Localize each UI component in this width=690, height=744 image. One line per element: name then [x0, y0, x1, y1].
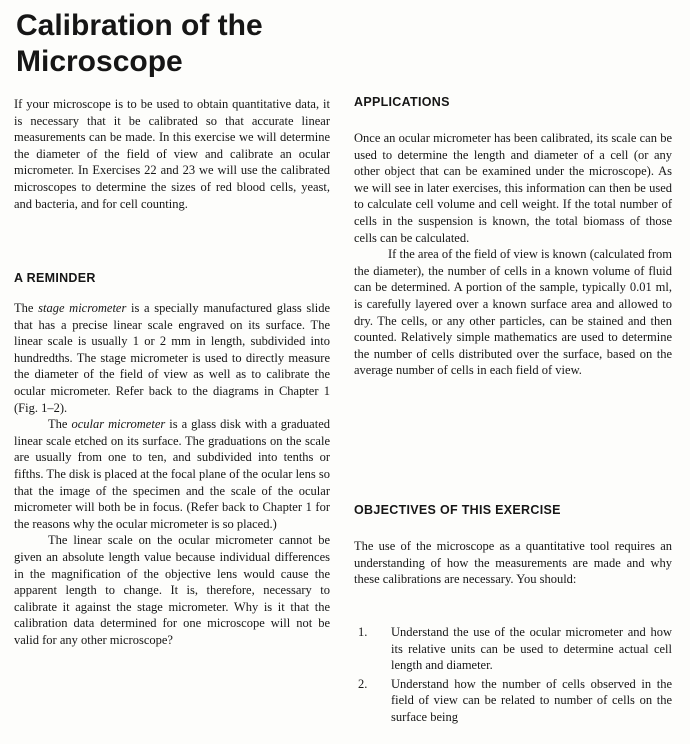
objective-item-2 [354, 676, 672, 726]
reminder-p2-lead: The [48, 417, 72, 432]
reminder-paragraph-3: The linear scale on the ocular micrometer cannot be given an absolute length value because individual differences in the magnification of the objective lens would cause the apparent length to change. It is, therefore, necessary to calibrate it against the stage micrometer. Why is it that the calibration data determined for one microscope will not be valid for any other microscope? [14, 533, 330, 647]
applications-section [354, 130, 672, 379]
objectives-list [354, 624, 672, 728]
objective-text: Understand the use of the ocular micrometer and how its relative units can be used to determine actual cell length and diameter. [391, 625, 672, 673]
reminder-paragraph-1 [14, 300, 330, 416]
objectives-heading: OBJECTIVES OF THIS EXERCISE [354, 503, 561, 517]
page-title: Calibration of the Microscope [16, 9, 263, 78]
objective-number: 1. [358, 625, 368, 639]
ocular-micrometer-term: ocular micrometer [71, 417, 166, 432]
objective-text: Understand how the number of cells observed in the field of view can be related to number of cells on the surface being [391, 676, 672, 724]
objective-item-1 [354, 624, 672, 674]
reminder-p1-lead: The [14, 301, 39, 315]
reminder-p2-body: is a glass disk with a graduated linear scale etched on its surface. The graduations on the scale are usually from one to ten, and subdivided into tenths or fifths. The disk is placed at the focal plane of the ocular lens so that the image of the specimen and the scale of the ocular micrometer will both be in focus. (Refer back to Chapter 1 for the reasons why the ocular micrometer is so placed.) [14, 417, 330, 531]
stage-micrometer-term: stage micrometer [38, 301, 127, 315]
reminder-section [14, 300, 330, 648]
intro-paragraph: If your microscope is to be used to obtain quantitative data, it is necessary that it be calibrated so that accurate linear measurements can be made. In this exercise we will determine the diameter of the field of view and calibrate an ocular micrometer. In Exercises 22 and 23 we will use the calibrated microscopes to determine the sizes of red blood cells, yeast, and bacteria, and for cell counting. [14, 97, 330, 211]
reminder-paragraph-2 [14, 416, 330, 532]
applications-paragraph-1: Once an ocular micrometer has been calibrated, its scale can be used to determine the length and diameter of a cell (or any other object that can be examined under the microscope). As we will see in later exercises, this information can then be used to calculate cell volume and cell weight. If the total number of cells in the suspension is known, the total biomass of those cells can be calculated. [354, 131, 672, 245]
objectives-intro: The use of the microscope as a quantitative tool requires an understanding of how the measurements are made and why these calibrations are necessary. You should: [354, 539, 672, 587]
reminder-heading: A REMINDER [14, 271, 96, 285]
reminder-p1-body: is a specially manufactured glass slide that has a precise linear scale engraved on its surface. The linear scale is usually 1 or 2 mm in length, subdivided into hundredths. The stage micrometer is used to directly measure the diameter of the field of view as well as to calibrate the ocular micrometer. Refer back to the diagrams in Chapter 1 (Fig. 1–2). [14, 301, 330, 415]
objective-number: 2. [358, 676, 368, 691]
applications-heading: APPLICATIONS [354, 95, 450, 109]
applications-paragraph-2: If the area of the field of view is known (calculated from the diameter), the number of cells in a known volume of fluid can be determined. A portion of the sample, typically 0.01 ml, is carefully layered over a known surface area and allowed to dry. The cells, or any other particles, can be stained and then counted. Relatively simple mathematics are used to determine the number of cells distributed over the surface, based on the average number of cells in each field of view. [354, 247, 672, 378]
